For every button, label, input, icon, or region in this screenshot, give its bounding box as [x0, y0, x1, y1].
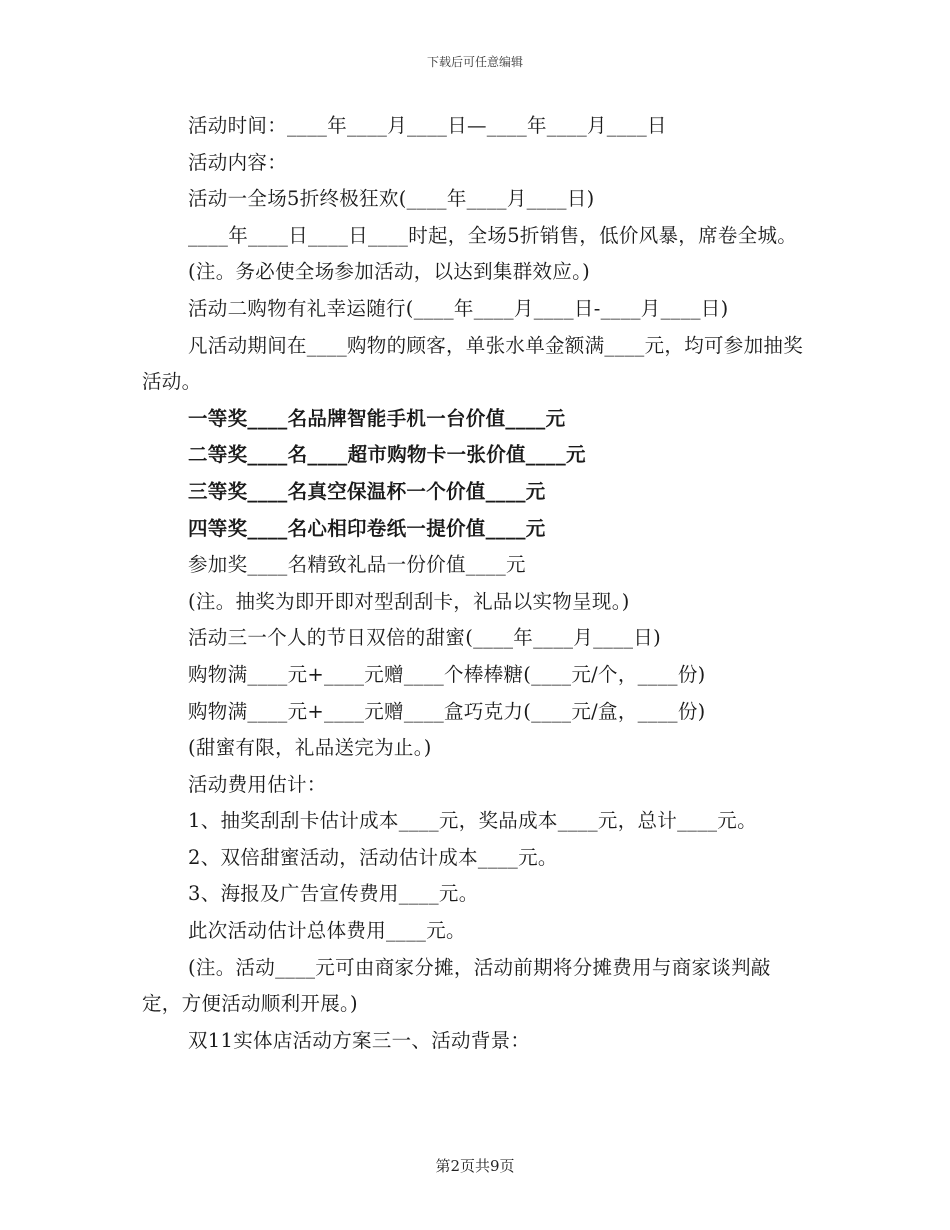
activity-two-desc: 凡活动期间在____购物的顾客，单张水单金额满____元，均可参加抽奖活动。 — [142, 333, 803, 394]
prize-participation: 参加奖____名精致礼品一份价值____元 — [188, 553, 526, 577]
cost-item-2: 2、双倍甜蜜活动，活动估计成本____元。 — [188, 845, 558, 869]
activity-two-title: 活动二购物有礼幸运随行(____年____月____日-____月____日) — [188, 296, 729, 320]
activity-three-chocolate: 购物满____元+____元赠____盒巧克力(____元/盒，____份) — [188, 699, 706, 723]
activity-three-title: 活动三一个人的节日双倍的甜蜜(____年____月____日) — [188, 626, 662, 650]
page-header: 下载后可任意编辑 — [426, 55, 523, 69]
cost-item-3: 3、海报及广告宣传费用____元。 — [188, 882, 479, 906]
prize-first: 一等奖____名品牌智能手机一台价值____元 — [188, 406, 566, 430]
activity-three-note: (甜蜜有限，礼品送完为止。) — [188, 736, 432, 760]
activity-two-note: (注。抽奖为即开即对型刮刮卡，礼品以实物呈现。) — [188, 589, 630, 613]
prize-fourth: 四等奖____名心相印卷纸一提价值____元 — [188, 516, 546, 540]
activity-one-note: (注。务必使全场参加活动，以达到集群效应。) — [188, 260, 591, 284]
page-footer: 第2页共9页 — [435, 1157, 515, 1175]
prize-third: 三等奖____名真空保温杯一个价值____元 — [188, 479, 546, 503]
cost-item-1: 1、抽奖刮刮卡估计成本____元，奖品成本____元，总计____元。 — [188, 809, 757, 833]
prize-second: 二等奖____名____超市购物卡一张价值____元 — [188, 443, 586, 467]
document-body — [142, 108, 807, 1059]
activity-content-heading: 活动内容： — [188, 150, 288, 174]
activity-one-desc: ____年____日____日____时起，全场5折销售，低价风暴，席卷全城。 — [188, 223, 798, 247]
cost-estimate-heading: 活动费用估计： — [188, 772, 327, 796]
activity-time-line: 活动时间：____年____月____日—____年____月____日 — [188, 114, 667, 137]
cost-note: (注。活动____元可由商家分摊，活动前期将分摊费用与商家谈判敲定，方便活动顺利开展。) — [142, 955, 771, 1016]
cost-total: 此次活动估计总体费用____元。 — [188, 919, 466, 943]
activity-three-lollipop: 购物满____元+____元赠____个棒棒糖(____元/个，____份) — [188, 662, 706, 686]
activity-one-title: 活动一全场5折终极狂欢(____年____月____日) — [188, 187, 595, 211]
plan-three-heading: 双11实体店活动方案三一、活动背景： — [188, 1028, 531, 1052]
